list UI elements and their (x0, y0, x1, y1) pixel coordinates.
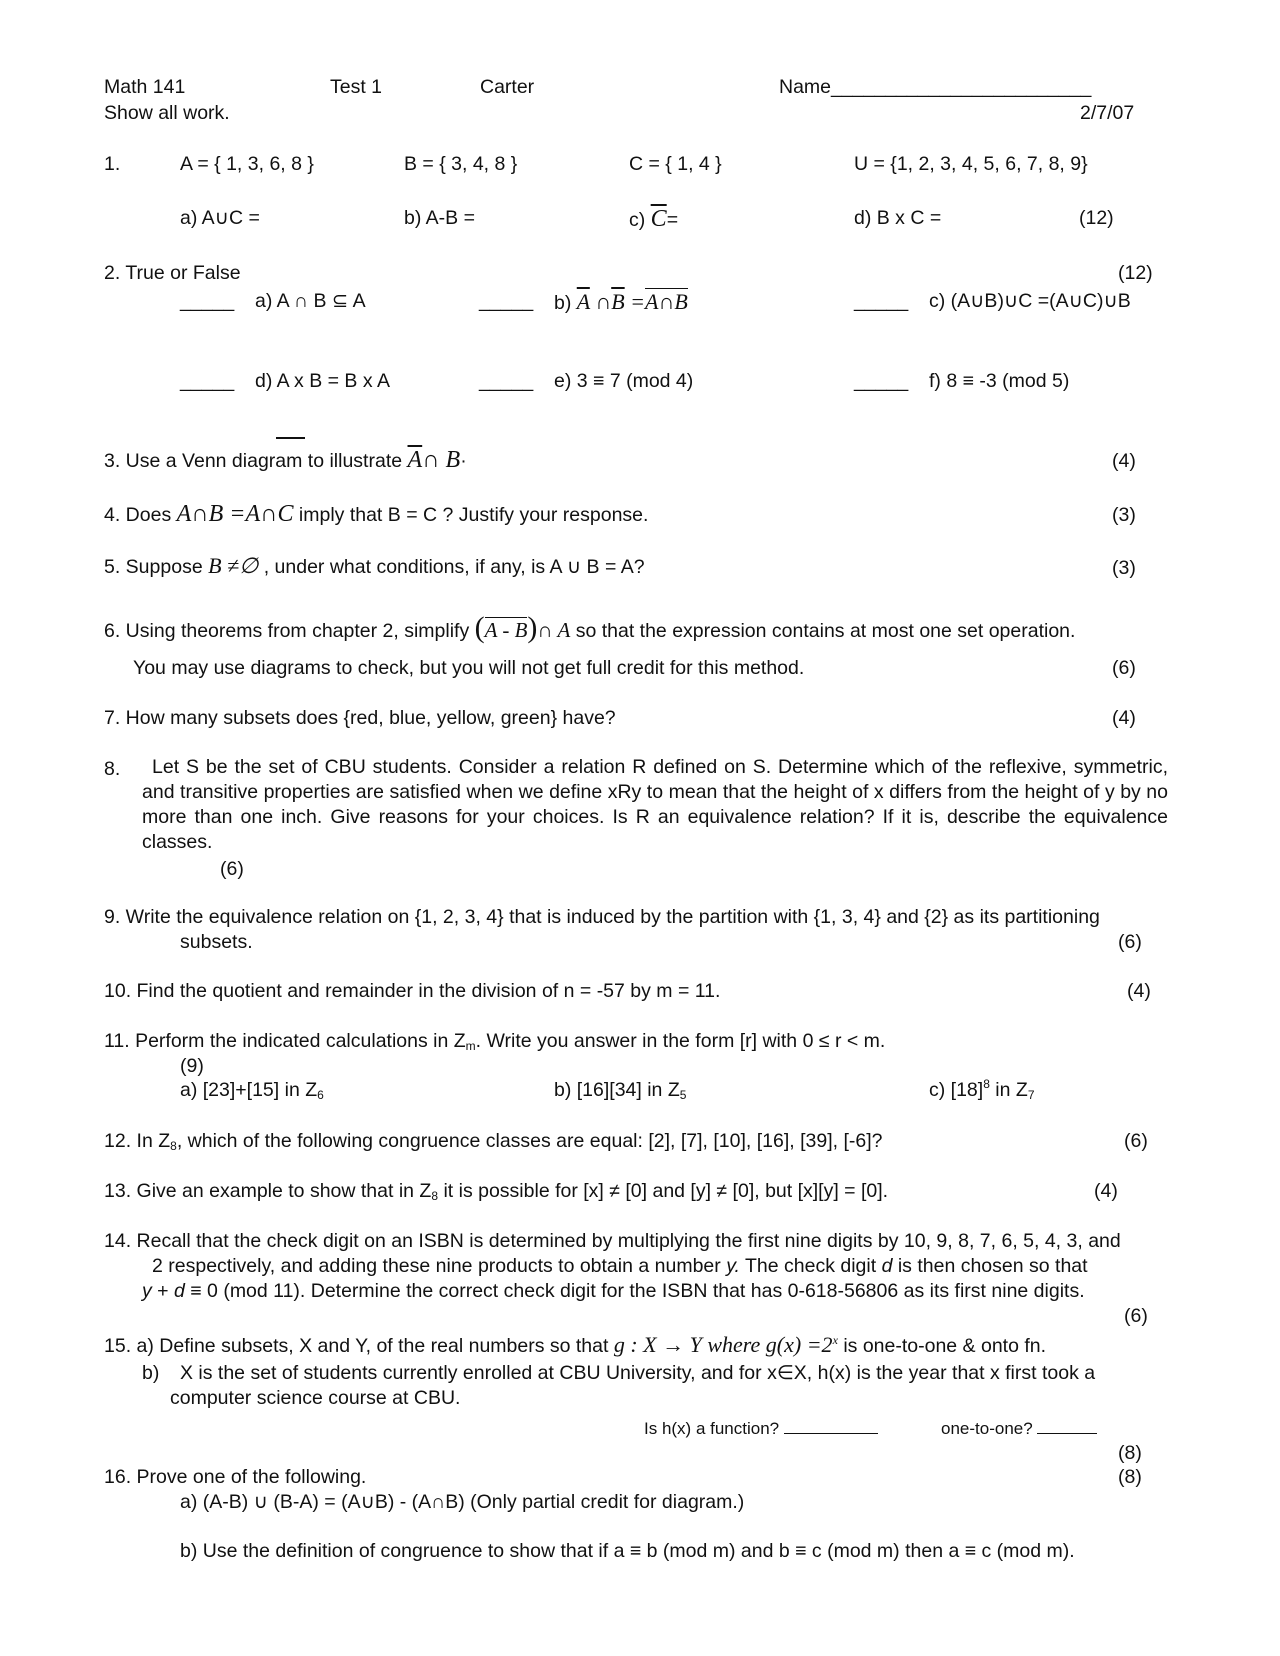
q1-number: 1. (104, 153, 121, 175)
q4-text (104, 500, 648, 529)
q13-text (104, 1180, 888, 1203)
q15a-expr: g : X → Y where g(x) =2 (613, 1332, 833, 1357)
q14-line3-post: ≡ 0 (mod 11). Determine the correct check digit for the ISBN that has 0-618-56806 as its first nine digits. (184, 1280, 1085, 1302)
c-complement-symbol: $\overline{C}$ (650, 206, 667, 232)
q6-complement-difference: A - B (484, 618, 528, 642)
q16-title: 16. Prove one of the following. (104, 1466, 367, 1488)
course-title: Math 141 (104, 76, 186, 98)
q6-expression (474, 611, 571, 644)
q2d-statement: d) A x B = B x A (255, 370, 390, 392)
q11b-text: b) [16][34] in Z (554, 1079, 680, 1101)
q1-set-c: C = { 1, 4 } (629, 153, 722, 175)
q11a-sub: 6 (317, 1088, 324, 1102)
q2b-answer-blank[interactable]: _____ (479, 290, 534, 312)
q2b-label: b) (554, 292, 572, 314)
q10-text: 10. Find the quotient and remainder in the division of n = -57 by m = 11. (104, 980, 721, 1002)
q2b-cap: ∩ (595, 289, 612, 314)
q11-sub-m: m (465, 1039, 476, 1053)
q13-sub: 8 (431, 1189, 439, 1203)
q15a-pre: 15. a) Define subsets, X and Y, of the real numbers so that (104, 1335, 609, 1357)
q2-title: 2. True or False (104, 262, 241, 284)
q4-points: (3) (1112, 504, 1136, 526)
q3-period: · (460, 450, 467, 472)
q12-points: (6) (1124, 1130, 1148, 1152)
q15-function-label: Is h(x) a function? (644, 1419, 780, 1438)
q11c-text: c) [18] (929, 1079, 984, 1101)
q15a-exponent: x (832, 1333, 838, 1347)
q14-line2-pre: 2 respectively, and adding these nine products to obtain a number (152, 1255, 727, 1277)
q6-intersect-a: ∩ A (537, 618, 571, 642)
q15-one-to-one-blank[interactable] (1037, 1417, 1097, 1434)
q15-function-question (644, 1417, 878, 1439)
q2b-a-complement: $\overline{A}$ (576, 289, 590, 314)
q1-set-a: A = { 1, 3, 6, 8 } (180, 153, 314, 175)
q6-close-paren: ) (527, 611, 538, 644)
q5-pre: 5. Suppose (104, 556, 203, 578)
q1-part-a: a) A∪C = (180, 207, 260, 229)
q2c-statement: c) (A∪B)∪C =(A∪C)∪B (929, 290, 1131, 312)
q2d-answer-blank[interactable]: _____ (180, 370, 235, 392)
q14-y-variable: y. (726, 1255, 740, 1277)
q5-expression: B ≠∅ (208, 553, 259, 578)
q11-part-b (554, 1079, 686, 1102)
q1-part-d: d) B x C = (854, 207, 942, 229)
q2-points: (12) (1118, 262, 1153, 284)
q4-expression: A∩B =A∩C (176, 501, 294, 527)
q15-points: (8) (1118, 1442, 1142, 1464)
q2e-statement: e) 3 ≡ 7 (mod 4) (554, 370, 694, 392)
q14-line2 (152, 1255, 1088, 1278)
q2b-expression (577, 289, 688, 314)
name-field[interactable]: Name________________________ (779, 76, 1092, 98)
q4-post: imply that B = C ? Justify your response. (298, 504, 649, 526)
q11-points: (9) (180, 1055, 204, 1077)
q6-post: so that the expression contains at most one set operation. (575, 620, 1076, 642)
q2b-complement-of-intersection: A∩B (645, 289, 688, 314)
q6-line2: You may use diagrams to check, but you will not get full credit for this method. (133, 657, 805, 679)
q6-text (104, 610, 1075, 646)
q15a-function-expression (614, 1332, 838, 1357)
q6-points: (6) (1112, 657, 1136, 679)
instructions: Show all work. (104, 102, 230, 124)
q15-part-b-line2: computer science course at CBU. (170, 1387, 461, 1409)
q16-part-b: b) Use the definition of congruence to show that if a ≡ b (mod m) and b ≡ c (mod m) then a ≡ c (mod m). (180, 1540, 1075, 1562)
q14-line3-y: y (142, 1280, 152, 1302)
q15-part-a (104, 1332, 1046, 1358)
q3-stray-line (276, 437, 305, 439)
q11-text (104, 1030, 885, 1053)
q14-line1: 14. Recall that the check digit on an ISBN is determined by multiplying the first nine digits by 10, 9, 8, 7, 6, 5, 4, 3, and (104, 1230, 1121, 1252)
q3-a-complement: $\overline{A}$ (407, 447, 423, 473)
q11c-mid: in Z (989, 1079, 1028, 1101)
q9-line1: 9. Write the equivalence relation on {1, 2, 3, 4} that is induced by the partition with {1, 3, 4} and {2} as its partitioning (104, 906, 1100, 928)
q3-text (104, 446, 467, 475)
q1-part-c (629, 205, 678, 234)
q15-part-b-label: b) (142, 1362, 160, 1384)
q8-points: (6) (220, 858, 244, 880)
q11c-sub: 7 (1027, 1088, 1035, 1102)
q16-part-a: a) (A-B) ∪ (B-A) = (A∪B) - (A∩B) (Only partial credit for diagram.) (180, 1491, 745, 1513)
q14-line2-post: is then chosen so that (892, 1255, 1088, 1277)
q1-part-c-equals: = (666, 209, 679, 231)
q9-line2: subsets. (180, 931, 253, 953)
q14-points: (6) (1124, 1305, 1148, 1327)
q2b-b-complement: $\overline{B}$ (611, 289, 625, 314)
q12-text (104, 1130, 882, 1153)
q11c-exponent: 8 (983, 1077, 990, 1091)
q15-part-b-line1: X is the set of students currently enrolled at CBU University, and for x∈X, h(x) is the year that x first took a (180, 1362, 1096, 1384)
test-date: 2/7/07 (1080, 102, 1135, 124)
q2a-statement: a) A ∩ B ⊆ A (255, 290, 366, 312)
q1-set-u: U = {1, 2, 3, 4, 5, 6, 7, 8, 9} (854, 153, 1088, 175)
q15-one-to-one-label: one-to-one? (941, 1419, 1033, 1438)
q1-part-c-label: c) (629, 209, 646, 231)
q11b-sub: 5 (679, 1088, 687, 1102)
q5-points: (3) (1112, 557, 1136, 579)
q14-line3-d: d (173, 1280, 185, 1302)
q6-pre: 6. Using theorems from chapter 2, simplify (104, 620, 470, 642)
q16-points: (8) (1118, 1466, 1142, 1488)
q1-part-b: b) A-B = (404, 207, 475, 229)
q11-post: . Write you answer in the form [r] with 0 ≤ r < m. (475, 1030, 886, 1052)
q10-points: (4) (1127, 980, 1151, 1002)
q7-points: (4) (1112, 707, 1136, 729)
q12-pre: 12. In Z (104, 1130, 171, 1152)
q11-part-c (929, 1079, 1035, 1102)
q3-expression (408, 447, 461, 473)
q6-open-paren: ( (474, 611, 485, 644)
q13-pre: 13. Give an example to show that in Z (104, 1180, 432, 1202)
q3-points: (4) (1112, 450, 1136, 472)
q13-points: (4) (1094, 1180, 1118, 1202)
q14-line3-plus: + (151, 1280, 174, 1302)
q2b-statement (554, 288, 688, 315)
q14-d-variable: d (881, 1255, 893, 1277)
q2e-answer-blank[interactable]: _____ (479, 370, 534, 392)
q5-post: , under what conditions, if any, is A ∪ B = A? (263, 556, 645, 578)
q11a-text: a) [23]+[15] in Z (180, 1079, 318, 1101)
q11-pre: 11. Perform the indicated calculations in Z (104, 1030, 466, 1052)
q12-sub: 8 (170, 1139, 177, 1153)
test-label: Test 1 (330, 76, 383, 98)
q11-part-a (180, 1079, 324, 1102)
q14-line3 (142, 1280, 1085, 1303)
q1-set-b: B = { 3, 4, 8 } (404, 153, 518, 175)
q3-expression-rest: ∩ B (422, 447, 461, 473)
q14-line2-mid: The check digit (739, 1255, 882, 1277)
q15-function-blank[interactable] (784, 1417, 878, 1434)
q8-number: 8. (104, 758, 121, 780)
q15a-post: is one-to-one & onto fn. (843, 1335, 1047, 1357)
q2f-statement: f) 8 ≡ -3 (mod 5) (929, 370, 1070, 392)
q12-post: , which of the following congruence classes are equal: [2], [7], [10], [16], [39], [-6]? (176, 1130, 883, 1152)
q2a-answer-blank[interactable]: _____ (180, 290, 235, 312)
q2c-answer-blank[interactable]: _____ (854, 290, 909, 312)
q1-points: (12) (1079, 207, 1114, 229)
q3-prompt: 3. Use a Venn diagram to illustrate (104, 450, 403, 472)
q4-pre: 4. Does (104, 504, 172, 526)
instructor-name: Carter (480, 76, 535, 98)
q9-points: (6) (1118, 931, 1142, 953)
q15-one-to-one-question (941, 1417, 1097, 1439)
q8-text: Let S be the set of CBU students. Consider a relation R defined on S. Determine which of the reflexive, symmetric, and transitive properties are satisfied when we define xRy to mean that the height of x differs from the height of y by no more than one inch. Give reasons for your choices. Is R an equivalence relation? If it is, describe the equivalence classes. (142, 756, 1168, 853)
q7-text: 7. How many subsets does {red, blue, yellow, green} have? (104, 707, 616, 729)
q2b-equals: = (630, 289, 646, 314)
q2f-answer-blank[interactable]: _____ (854, 370, 909, 392)
q5-text (104, 553, 645, 579)
q13-post: it is possible for [x] ≠ [0] and [y] ≠ [0], but [x][y] = [0]. (438, 1180, 889, 1202)
